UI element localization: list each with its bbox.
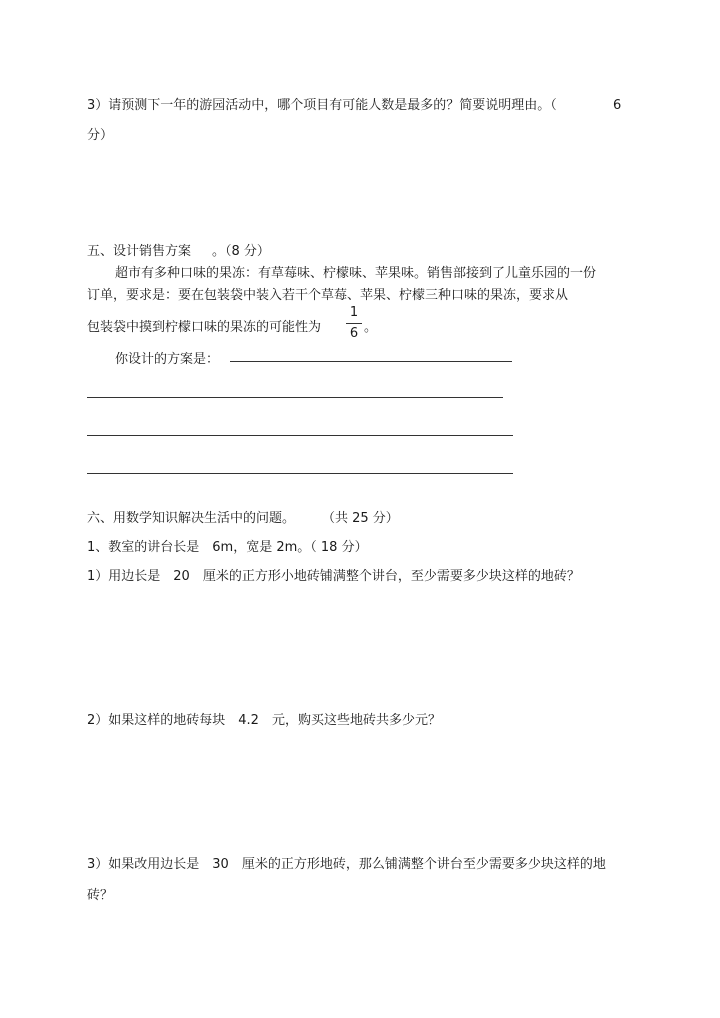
- section6-item1: 1、教室的讲台长是 6m，宽是 2m。（ 18 分）: [87, 540, 368, 555]
- section5-para-line1: 超市有多种口味的果冻：有草莓味、柠檬味、苹果味。销售部接到了儿童乐园的一份: [115, 266, 597, 281]
- section6-sub2: 2）如果这样的地砖每块 4.2 元，购买这些地砖共多少元？: [87, 713, 441, 728]
- plan-label: 你设计的方案是：: [115, 352, 220, 367]
- answer-line-1[interactable]: [230, 361, 512, 362]
- answer-line-4[interactable]: [87, 473, 513, 474]
- section6-heading: 六、用数学知识解决生活中的问题。: [87, 511, 296, 526]
- section6-sub3-line1: 3）如果改用边长是 30 厘米的正方形地砖，那么铺满整个讲台至少需要多少块这样的地: [87, 857, 606, 872]
- answer-line-2[interactable]: [87, 397, 503, 398]
- section6-heading-points: （共 25 分）: [322, 511, 399, 526]
- fraction-denominator: 6: [349, 326, 359, 341]
- section6-sub3-line2: 砖？: [87, 888, 114, 903]
- section5-para-line2: 订单，要求是：要在包装袋中装入若干个草莓、苹果、柠檬三种口味的果冻，要求从: [87, 288, 569, 303]
- section5-heading: 五、设计销售方案: [87, 244, 192, 259]
- fraction-numerator: 1: [349, 305, 359, 320]
- q3-text: 3）请预测下一年的游园活动中，哪个项目有可能人数是最多的？简要说明理由。（: [87, 98, 557, 113]
- probability-fraction: [346, 305, 362, 342]
- q3-points: 6: [613, 98, 622, 113]
- section5-para-line3: 包装袋中摸到柠檬口味的果冻的可能性为: [87, 320, 322, 335]
- q3-tail: 分）: [87, 128, 114, 143]
- fraction-bar: [346, 323, 362, 324]
- section6-sub1: 1）用边长是 20 厘米的正方形小地砖铺满整个讲台，至少需要多少块这样的地砖？: [87, 569, 580, 584]
- answer-line-3[interactable]: [87, 435, 513, 436]
- section5-heading-points: 。（8 分）: [212, 244, 270, 259]
- fraction-period: 。: [364, 320, 378, 335]
